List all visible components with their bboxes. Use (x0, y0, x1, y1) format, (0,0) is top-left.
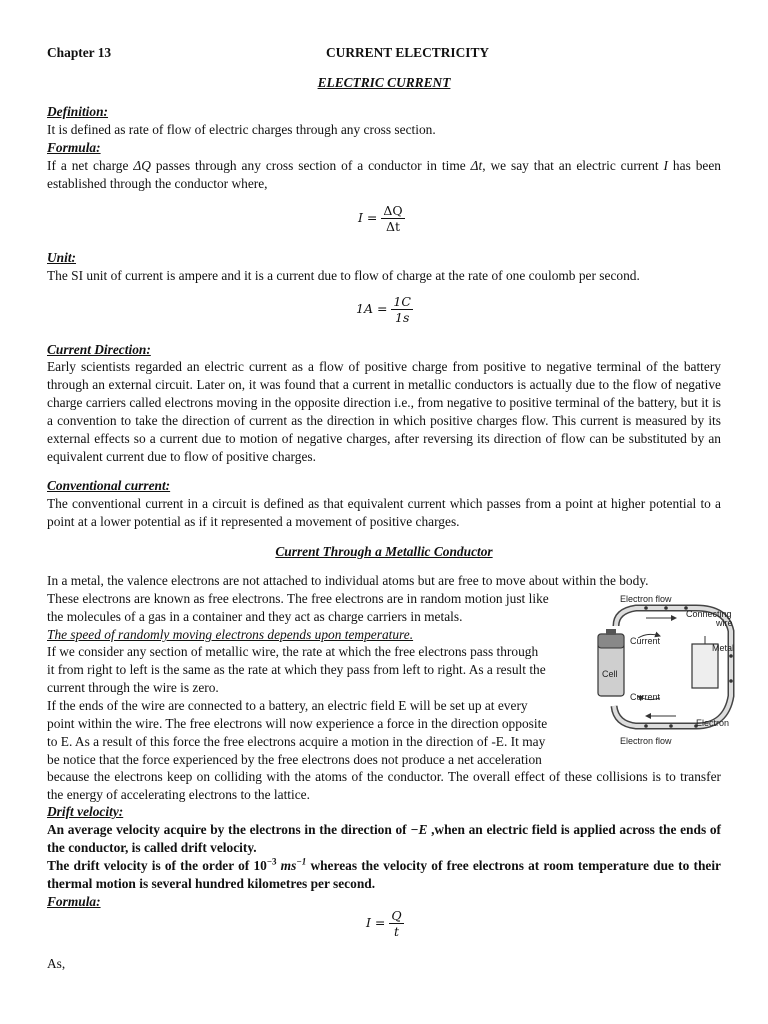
current-equation: I = $\frac{\Delta Q}{\Delta t}$ (358, 203, 403, 234)
current-bottom-label: Current (630, 692, 661, 702)
metallic-line-10: be notice that the force experienced by the free electrons does not produce a net acceleration (47, 752, 542, 767)
chapter-label: Chapter 13 (47, 45, 112, 60)
formula-text: If a net charge ΔQ passes through any cross section of a conductor in time Δt, we say that an electric current I has been established through the conductor where, (47, 158, 721, 191)
metallic-line-4: If we consider any section of metallic wire, the rate at which the free electrons pass through (47, 644, 539, 659)
conventional-heading: Conventional current: (47, 478, 171, 493)
metallic-line-9: to E. As a result of this force the free electrons acquire a motion in the direction of -E. It may (47, 734, 546, 749)
unit-text: The SI unit of current is ampere and it is a current due to flow of charge at the rate of one coulomb per second. (47, 268, 640, 283)
ampere-equation: 1A = $\frac{1C}{1s}$ (356, 294, 411, 325)
connecting-label: Connecting (686, 609, 732, 619)
as-text: As, (47, 956, 66, 971)
current-direction-text: Early scientists regarded an electric current as a flow of positive charge from positive to negative terminal of the battery through an external circuit. Later on, it was found that a current in metallic conductors is actually due to the flow of negative charge carriers called electrons moving in the opposite direction i.e., from negative to positive terminal of the battery, but it is a convention to take the direction of current as the direction in which positive charges flow. This current is measured by its external effects so a current due to motion of negative charges, after reversing its direction of flow can be substituted by an equivalent current due to flow of positive charges. (47, 359, 721, 464)
metal-label: Metal (712, 643, 735, 653)
metallic-line-1: In a metal, the valence electrons are not attached to individual atoms but are free to move about within the body. (47, 573, 649, 588)
document-title: CURRENT ELECTRICITY (326, 45, 490, 60)
cell-label: Cell (602, 669, 618, 679)
metallic-line-8: point within the wire. The free electrons will now experience a force in the direction opposite (47, 716, 548, 731)
charge-time-equation: I = $\frac{Q}{t}$ (366, 908, 402, 939)
current-top-label: Current (630, 636, 661, 646)
section-title: ELECTRIC CURRENT (317, 75, 451, 90)
metallic-line-2: These electrons are known as free electrons. The free electrons are in random motion just like (47, 591, 549, 606)
wire-label: wire (716, 618, 733, 628)
temperature-note: The speed of randomly moving electrons depends upon temperature. (47, 627, 414, 642)
definition-text: It is defined as rate of flow of electric charges through any cross section. (47, 122, 436, 137)
cell-top (598, 634, 624, 648)
electron-label: Electron (696, 718, 730, 728)
definition-heading: Definition: (47, 104, 109, 119)
metallic-tail: because the electrons keep on colliding with the atoms of the conductor. The overall effect of these collisions is to transfer the energy of accelerating electrons to the lattice. (47, 769, 721, 802)
electron-flow-top-label: Electron flow (620, 594, 672, 604)
current-direction-heading: Current Direction: (47, 342, 151, 357)
formula2-heading: Formula: (47, 894, 101, 909)
metallic-line-7: If the ends of the wire are connected to a battery, an electric field E will be set up at every (47, 698, 528, 713)
drift-order: The drift velocity is of the order of $10^{-3}$ $ms^{-1}$ whereas the velocity of free electrons at room temperature due to their thermal motion is several hundred kilometres per second. (47, 856, 722, 891)
drift-heading: Drift velocity: (47, 804, 124, 819)
metallic-line-3: the molecules of a gas in a container and they act as charge carriers in metals. (47, 609, 463, 624)
unit-heading: Unit: (47, 250, 77, 265)
metallic-heading: Current Through a Metallic Conductor (275, 544, 493, 559)
metallic-line-5: it from right to left is the same as the rate at which they pass from left to right. As a result the (47, 662, 546, 677)
drift-definition: An average velocity acquire by the electrons in the direction of −E ,when an electric field is applied across the ends of the conductor, is called drift velocity. (47, 822, 721, 855)
cell-terminal (606, 629, 616, 635)
conventional-text: The conventional current in a circuit is defined as that equivalent current which passes from a point at higher potential to a point at a lower potential as if it represented a movement of positive charges. (47, 496, 721, 529)
circuit-diagram (586, 586, 746, 750)
formula-heading: Formula: (47, 140, 101, 155)
electron-flow-bottom-label: Electron flow (620, 736, 672, 746)
metallic-line-6: current through the wire is zero. (47, 680, 219, 695)
